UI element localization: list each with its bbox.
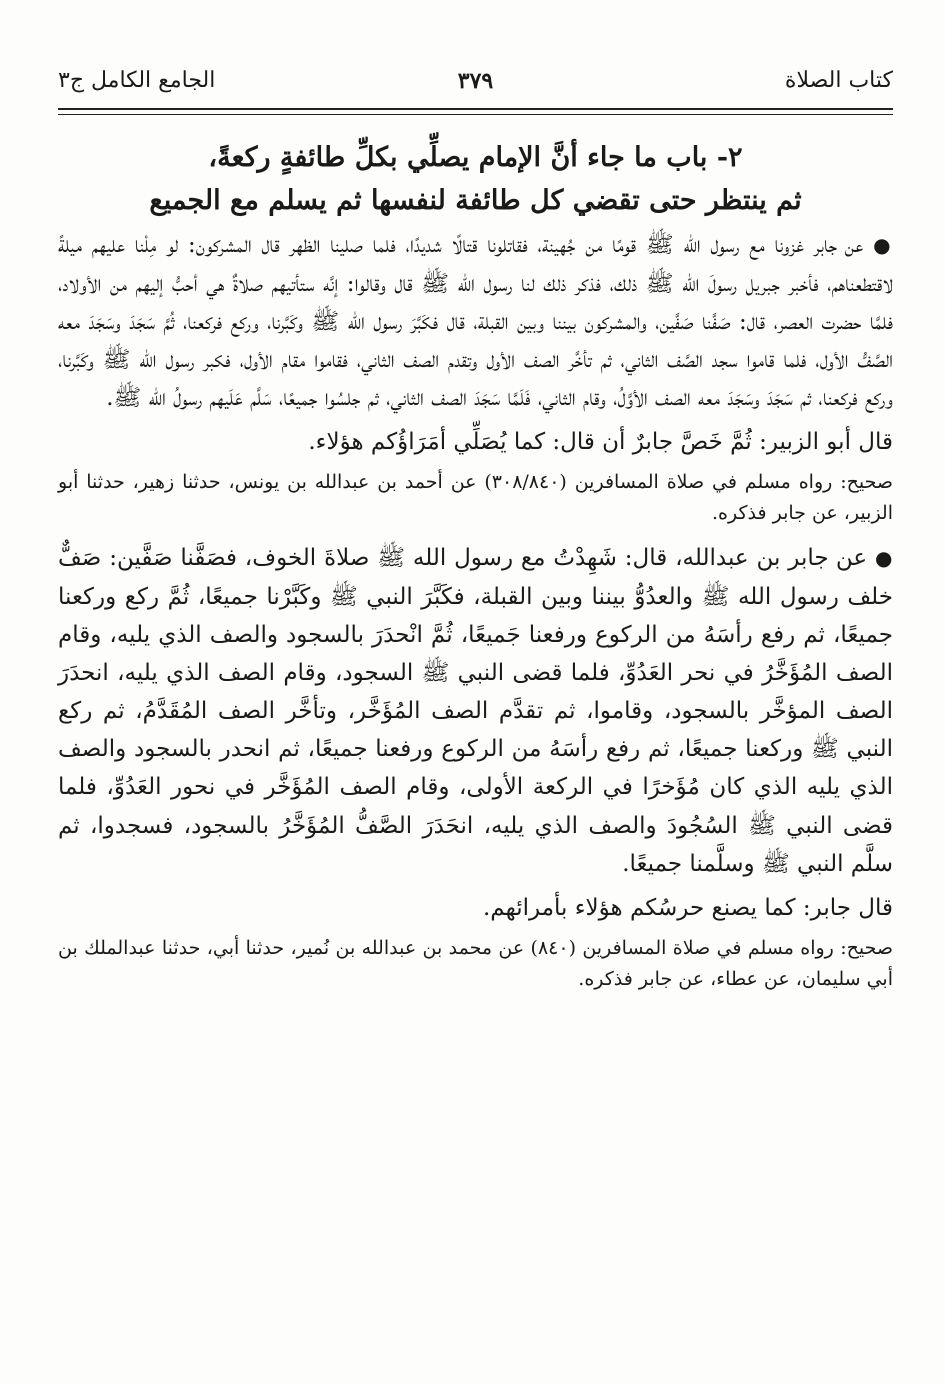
header-book-volume: الجامع الكامل ج٣: [58, 68, 216, 93]
header-rule-thick: [58, 108, 893, 110]
header-book-section: كتاب الصلاة: [784, 68, 893, 93]
hadith-1-text: [58, 226, 893, 417]
chapter-title-line-2: ثم ينتظر حتى تقضي كل طائفة لنفسها ثم يسلم مع الجميع: [149, 185, 802, 217]
bullet-icon: ●: [875, 546, 894, 571]
page-content: [58, 136, 893, 995]
hadith-2-body: عن جابر بن عبدالله، قال: شَهِدْتُ مع رسول الله ﷺ صلاةَ الخوف، فصَفَّنا صَفَّين: صَفٌّ خلف رسول الله ﷺ والعدُوُّ بيننا وبين القبلة، فكَبَّرَ النبي ﷺ وكَبَّرْنا جميعًا، ثُمَّ ركع وركعنا جميعًا، ثم رفع رأسَهُ من الركوع ورفعنا جَميعًا، ثُمَّ انْحدَرَ بالسجود والصف الذي يليه، وقام الصف المُؤَخَّرُ في نحر العَدُوِّ، فلما قضى النبي ﷺ السجود، وقام الصف الذي يليه، انحدَرَ الصف المؤخَّر بالسجود، وقاموا، ثم تقدَّم الصف المُؤَخَّر، وتأخَّر الصف المُقَدَّمُ، ثم ركع النبي ﷺ وركعنا جميعًا، ثم رفع رأسَهُ من الركوع ورفعنا جميعًا، ثم انحدر بالسجود والصف الذي يليه الذي كان مُؤَخرًا في الركعة الأولى، وقام الصف المُؤَخَّر في نحور العَدُوِّ، فلما قضى النبي ﷺ السُجُودَ والصف الذي يليه، انحَدَرَ الصَّفُّ المُؤَخَّرُ بالسجود، فسجدوا، ثم سلَّم النبي ﷺ وسلَّمنا جميعًا.: [58, 545, 893, 877]
hadith-1-body: عن جابر غزونا مع رسول الله ﷺ قومًا من جُهينة، فقاتلونا قتالًا شديدًا، فلما صلينا الظهر قال المشركون: لو مِلْنا عليهم ميلةً لاقتطعناهم، فأخبر جبريل رسولَ الله ﷺ ذلك، فذكر ذلك لنا رسول الله ﷺ قال وقالوا: إنَّه ستأتيهم صلاةٌ هي أحبُّ إليهم من الأولاد، فلمَّا حضرت العصر، قال: صَفَّنا صَفَّين، والمشركون بيننا وبين القبلة، قال فكَبَّرَ رسول الله ﷺ وكَبَّرنا، وركع فركعنا، ثُمَّ سَجَدَ وسَجَدَ معه الصَّفُّ الأول، فلما قاموا سجد الصَّف الثاني، ثم تأخَّر الصف الأول وتقدم الصف الثاني، فقاموا مقام الأول، فكبر رسول الله ﷺ وكَبَّرنا، وركع فركعنا، ثم سَجَدَ وسَجَدَ معه الصف الأوَّلُ، وقام الثاني، فَلَمَّا سَجَدَ الصف الثاني، ثم جلسُوا جميعًا، سَلَّم عَلَيهم رسولُ الله ﷺ.: [58, 232, 893, 412]
header-page-number: ٣٧٩: [457, 68, 494, 94]
hadith-2-followup: قال جابر: كما يصنع حرسُكم هؤلاء بأمرائهم.: [483, 894, 893, 921]
chapter-heading: [58, 136, 893, 222]
hadith-1-source: صحيح: رواه مسلم في صلاة المسافرين (٣٠٨/٨٤٠) عن أحمد بن عبدالله بن يونس، حدثنا زهير، حدثنا أبو الزبير، عن جابر فذكره.: [58, 471, 893, 525]
hadith-1-followup: قال أبو الزبير: ثُمَّ خَصَّ جابرٌ أن قال: كما يُصَلِّي أمَرَاؤُكم هؤلاء.: [308, 429, 893, 456]
running-header: [58, 62, 893, 106]
hadith-2-source: صحيح: رواه مسلم في صلاة المسافرين (٨٤٠) عن محمد بن عبدالله بن نُمير، حدثنا أبي، حدثنا عبدالملك بن أبي سليمان، عن عطاء، عن جابر فذكره.: [58, 937, 893, 991]
header-rule-thin: [58, 114, 893, 115]
bullet-icon: ●: [873, 233, 893, 258]
hadith-2-text: [58, 539, 893, 883]
chapter-title-line-1: ٢- باب ما جاء أنَّ الإمام يصلِّي بكلِّ طائفةٍ ركعةً،: [208, 142, 743, 173]
